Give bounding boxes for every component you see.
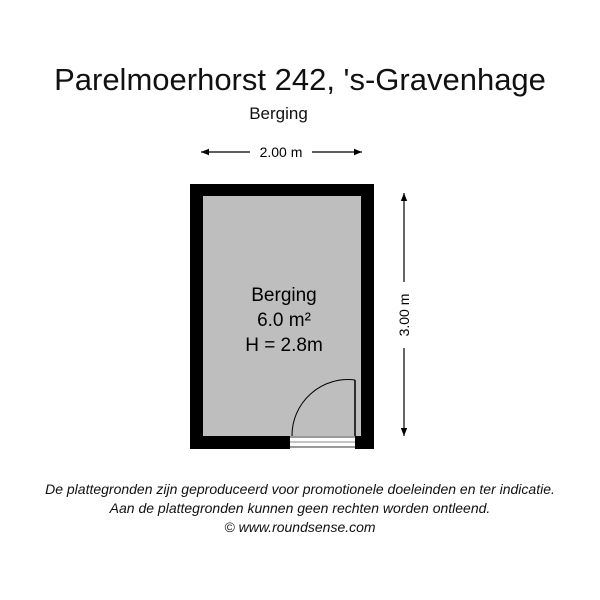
- room-area: 6.0 m²: [257, 310, 311, 331]
- width-dimension-label: 2.00 m: [259, 144, 303, 160]
- page-subtitle: Berging: [249, 104, 308, 123]
- door-jamb-right: [355, 436, 358, 449]
- page-title: Parelmoerhorst 242, 's-Gravenhage: [54, 62, 546, 97]
- copyright-line: © www.roundsense.com: [224, 519, 376, 535]
- disclaimer-line-1: De plattegronden zijn geproduceerd voor promotionele doeleinden en ter indicatie.: [45, 481, 555, 497]
- door-jamb-left: [287, 436, 290, 449]
- disclaimer: [0, 480, 600, 537]
- height-dimension-label: 3.00 m: [396, 293, 412, 337]
- room-height: H = 2.8m: [245, 335, 323, 356]
- room-name: Berging: [251, 285, 317, 306]
- disclaimer-line-2: Aan de plattegronden kunnen geen rechten worden ontleend.: [109, 500, 491, 516]
